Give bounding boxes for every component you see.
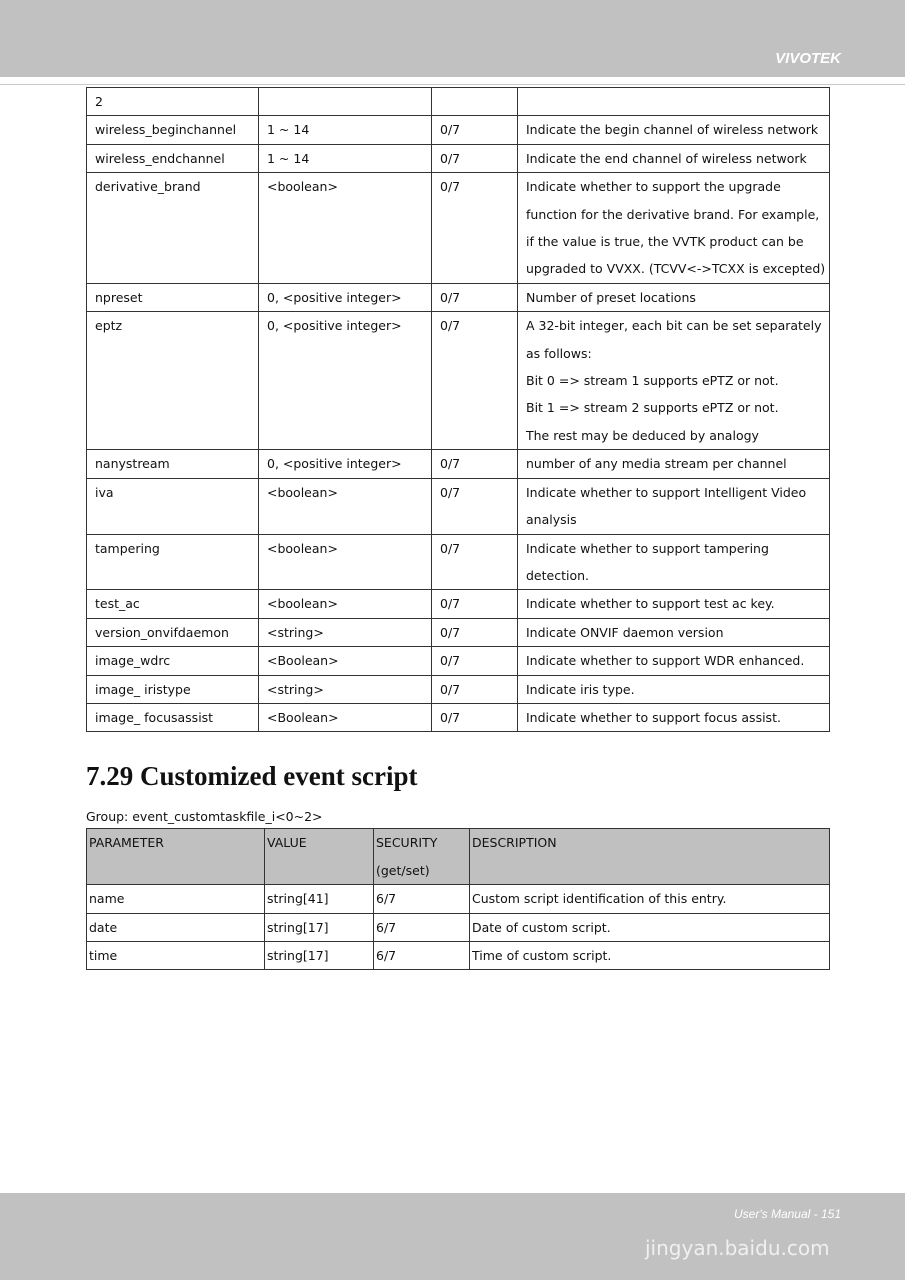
header-cell: VALUE: [265, 829, 374, 885]
table-cell: 1 ~ 14: [259, 116, 432, 144]
table-row: [87, 885, 830, 913]
table-row: [87, 534, 830, 590]
table-cell: <Boolean>: [259, 703, 432, 731]
table-cell: image_ focusassist: [87, 703, 259, 731]
table-row: [87, 312, 830, 450]
table-cell: 0/7: [432, 478, 518, 534]
table-cell: Indicate whether to support WDR enhanced.: [518, 647, 830, 675]
table-cell: <Boolean>: [259, 647, 432, 675]
table-cell: 0, <positive integer>: [259, 283, 432, 311]
table-row: [87, 647, 830, 675]
table-cell: 1 ~ 14: [259, 144, 432, 172]
table-cell: tampering: [87, 534, 259, 590]
header-cell: PARAMETER: [87, 829, 265, 885]
table-row: [87, 675, 830, 703]
table-cell: name: [87, 885, 265, 913]
table-cell: <boolean>: [259, 590, 432, 618]
table-cell: string[17]: [265, 913, 374, 941]
table-cell: 0/7: [432, 703, 518, 731]
table-cell: Number of preset locations: [518, 283, 830, 311]
table-cell: Indicate whether to support tampering detection.: [518, 534, 830, 590]
table-cell: Custom script identification of this entry.: [470, 885, 830, 913]
table-cell: Indicate the begin channel of wireless network: [518, 116, 830, 144]
table-cell: <boolean>: [259, 534, 432, 590]
table-cell: 0/7: [432, 116, 518, 144]
table-cell: eptz: [87, 312, 259, 450]
table-cell: wireless_endchannel: [87, 144, 259, 172]
table-cell: iva: [87, 478, 259, 534]
table-cell: nanystream: [87, 450, 259, 478]
page-number: User's Manual - 151: [733, 1207, 841, 1221]
table-cell: 0, <positive integer>: [259, 312, 432, 450]
table-cell: Indicate whether to support focus assist.: [518, 703, 830, 731]
table-header-row: [87, 829, 830, 885]
table-cell: image_wdrc: [87, 647, 259, 675]
table-cell: <string>: [259, 618, 432, 646]
table-cell: time: [87, 941, 265, 969]
table-cell: test_ac: [87, 590, 259, 618]
watermark-logo: Bai du 经验: [645, 1140, 832, 1175]
brand-logo: VIVOTEK: [775, 50, 841, 67]
table-row: [87, 450, 830, 478]
table-cell: derivative_brand: [87, 173, 259, 284]
table-cell: date: [87, 913, 265, 941]
table-cell: <boolean>: [259, 478, 432, 534]
table-cell: [518, 88, 830, 116]
table-cell: string[17]: [265, 941, 374, 969]
table-cell: 0/7: [432, 534, 518, 590]
table-row: [87, 618, 830, 646]
table-cell: 0/7: [432, 312, 518, 450]
table-cell: 0/7: [432, 618, 518, 646]
table-cell: Time of custom script.: [470, 941, 830, 969]
table-cell: 0/7: [432, 450, 518, 478]
table-cell: wireless_beginchannel: [87, 116, 259, 144]
table-row: [87, 941, 830, 969]
table-row: [87, 590, 830, 618]
table-cell: Indicate the end channel of wireless network: [518, 144, 830, 172]
table-cell: 6/7: [374, 885, 470, 913]
table-cell: Indicate whether to support the upgrade function for the derivative brand. For example, if the value is true, the VVTK product can be upgraded to VVXX. (TCVV<->TCXX is excepted): [518, 173, 830, 284]
table-cell: 6/7: [374, 913, 470, 941]
table-cell: version_onvifdaemon: [87, 618, 259, 646]
table-row: [87, 116, 830, 144]
table-cell: 0/7: [432, 173, 518, 284]
table-row: [87, 913, 830, 941]
table-cell: number of any media stream per channel: [518, 450, 830, 478]
table-cell: 0, <positive integer>: [259, 450, 432, 478]
table-cell: Indicate ONVIF daemon version: [518, 618, 830, 646]
table-row: [87, 703, 830, 731]
table-cell: 0/7: [432, 675, 518, 703]
event-script-table: [86, 828, 830, 970]
table-cell: [259, 88, 432, 116]
table-cell: [432, 88, 518, 116]
watermark-url: jingyan.baidu.com: [645, 1236, 830, 1260]
table-cell: A 32-bit integer, each bit can be set separately as follows: Bit 0 => stream 1 supports ePTZ or not. Bit 1 => stream 2 supports ePTZ or not. The rest may be deduced by analogy: [518, 312, 830, 450]
header-cell: DESCRIPTION: [470, 829, 830, 885]
table-cell: 0/7: [432, 590, 518, 618]
table-cell: string[41]: [265, 885, 374, 913]
header-cell: SECURITY (get/set): [374, 829, 470, 885]
table-cell: 0/7: [432, 283, 518, 311]
table-cell: Date of custom script.: [470, 913, 830, 941]
table-row: [87, 478, 830, 534]
table-row: [87, 88, 830, 116]
table-row: [87, 283, 830, 311]
table-cell: 0/7: [432, 144, 518, 172]
parameter-table: [86, 87, 830, 732]
table-cell: Indicate iris type.: [518, 675, 830, 703]
table-cell: 6/7: [374, 941, 470, 969]
table-row: [87, 173, 830, 284]
section-title: 7.29 Customized event script: [86, 761, 418, 792]
table-cell: 2: [87, 88, 259, 116]
table-cell: <string>: [259, 675, 432, 703]
table-cell: <boolean>: [259, 173, 432, 284]
table-cell: npreset: [87, 283, 259, 311]
table-cell: Indicate whether to support Intelligent Video analysis: [518, 478, 830, 534]
table-cell: image_ iristype: [87, 675, 259, 703]
table-cell: 0/7: [432, 647, 518, 675]
table-row: [87, 144, 830, 172]
table-cell: Indicate whether to support test ac key.: [518, 590, 830, 618]
group-label: Group: event_customtaskfile_i<0~2>: [86, 809, 323, 825]
